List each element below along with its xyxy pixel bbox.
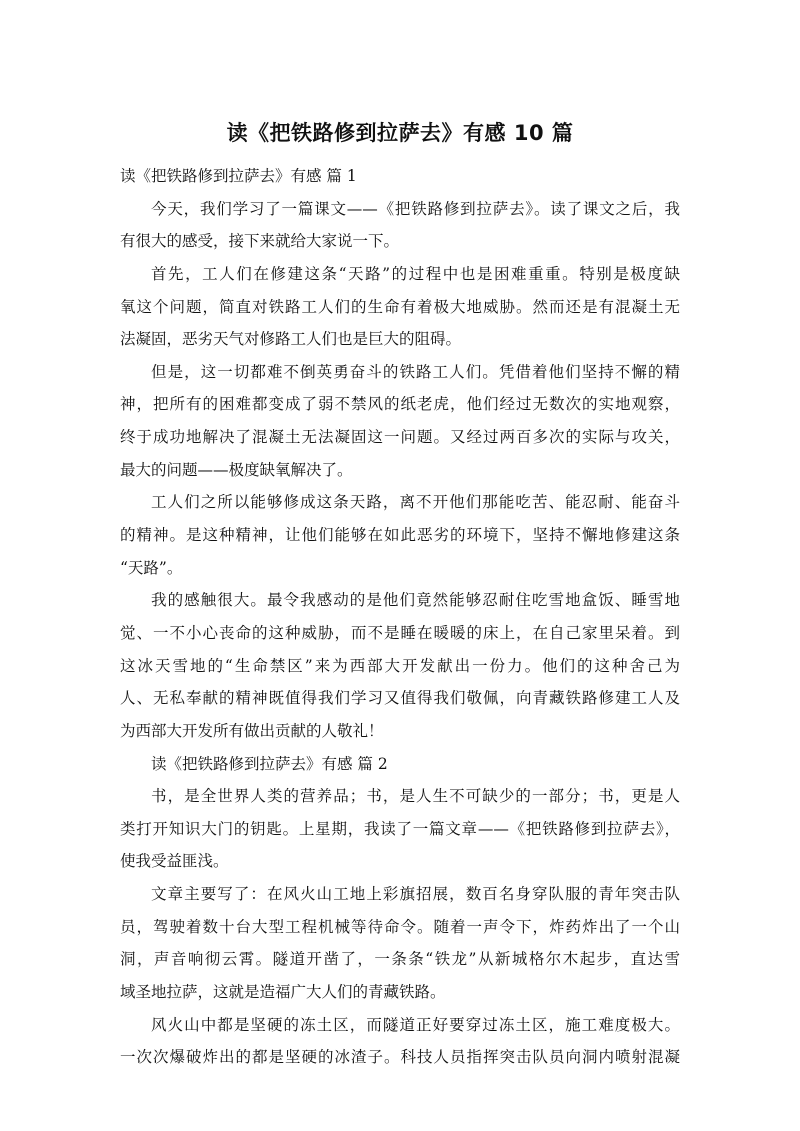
text-line: 但是，这一切都难不倒英勇奋斗的铁路工人们。凭借着他们坚持不懈的精 [151,362,680,381]
text-line: 员，驾驶着数十台大型工程机械等待命令。随着一声令下，炸药炸出了一个山 [120,917,680,936]
text-line: 最大的问题——极度缺氧解决了。 [120,460,353,479]
document-body [120,160,680,1074]
text-line: 使我受益匪浅。 [120,852,229,871]
text-line: 觉、一不小心丧命的这种威胁，而不是睡在暖暖的床上，在自己家里呆着。到 [120,623,680,642]
text-line: 为西部大开发所有做出贡献的人敬礼！ [120,721,384,740]
text-line: 终于成功地解决了混凝土无法凝固这一问题。又经过两百多次的实际与攻关， [120,428,680,447]
text-line: 的精神。是这种精神，让他们能够在如此恶劣的环境下，坚持不懈地修建这条 [120,526,680,545]
text-line: 域圣地拉萨，这就是造福广大人们的青藏铁路。 [120,983,446,1002]
text-line: 神，把所有的困难都变成了弱不禁风的纸老虎，他们经过无数次的实地观察， [120,395,680,414]
text-line: 风火山中都是坚硬的冻土区，而隧道正好要穿过冻土区，施工难度极大。 [151,1015,680,1034]
text-line: 氧这个问题，简直对铁路工人们的生命有着极大地威胁。然而还是有混凝土无 [120,297,680,316]
text-line: 首先，工人们在修建这条“天路”的过程中也是困难重重。特别是极度缺 [151,264,680,283]
text-line: 工人们之所以能够修成这条天路，离不开他们那能吃苦、能忍耐、能奋斗 [151,493,680,512]
text-line: 这冰天雪地的“生命禁区”来为西部大开发献出一份力。他们的这种舍己为 [120,656,680,675]
section-heading-2: 读《把铁路修到拉萨去》有感 篇 2 [151,754,388,773]
text-line: 法凝固，恶劣天气对修路工人们也是巨大的阻碍。 [120,330,462,349]
text-line: 洞，声音响彻云霄。隧道开凿了，一条条“铁龙”从新城格尔木起步，直达雪 [120,950,680,969]
section-heading-1: 读《把铁路修到拉萨去》有感 篇 1 [120,167,357,185]
text-line: 今天，我们学习了一篇课文——《把铁路修到拉萨去》。读了课文之后，我 [151,199,680,218]
document-title: 读《把铁路修到拉萨去》有感 10 篇 [226,121,574,145]
text-line: 文章主要写了：在风火山工地上彩旗招展，数百名身穿队服的青年突击队 [151,885,680,904]
text-line: 类打开知识大门的钥匙。上星期，我读了一篇文章——《把铁路修到拉萨去》， [120,819,680,838]
text-line: 一次次爆破炸出的都是坚硬的冰渣子。科技人员指挥突击队员向洞内喷射混凝 [120,1048,680,1067]
text-line: 人、无私奉献的精神既值得我们学习又值得我们敬佩，向青藏铁路修建工人及 [120,689,680,708]
text-line: 书，是全世界人类的营养品；书，是人生不可缺少的一部分；书，更是人 [151,787,680,806]
text-line: 有很大的感受，接下来就给大家说一下。 [120,232,400,251]
text-line: “天路”。 [120,558,183,577]
text-line: 我的感触很大。最令我感动的是他们竟然能够忍耐住吃雪地盒饭、睡雪地 [151,591,680,610]
